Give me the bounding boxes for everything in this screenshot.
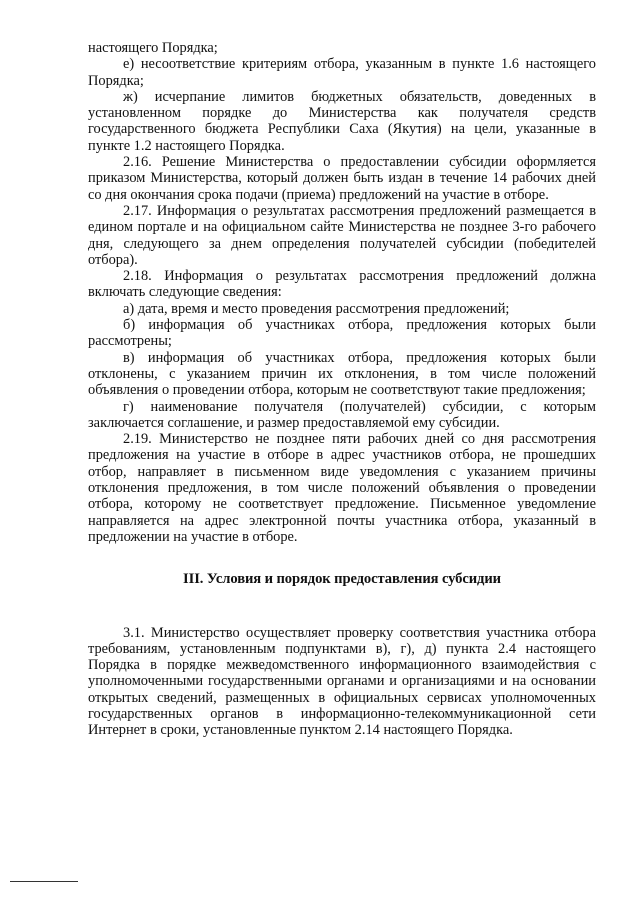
paragraph: ж) исчерпание лимитов бюджетных обязательств, доведенных в установленном порядке до Министерства как получателя средств государственного бюджета Республики Саха (Якутия) на цели, указанные в пункте 1.2 настоящего Порядка.	[88, 88, 596, 154]
paragraph: 3.1. Министерство осуществляет проверку соответствия участника отбора требованиям, установленным подпунктами в), г), д) пункта 2.4 настоящего Порядка в порядке межведомственного информационного взаимодействия с уполномоченными государственными органами и организациями и на основании открытых сведений, размещенных в официальных сервисах уполномоченных государственных органов в информационно-телекоммуникационной сети Интернет в сроки, установленные пунктом 2.14 настоящего Порядка.	[88, 624, 596, 739]
paragraph: г) наименование получателя (получателей) субсидии, с которым заключается соглашение, и размер предоставляемой ему субсидии.	[88, 398, 596, 431]
paragraph: настоящего Порядка;	[88, 40, 218, 56]
paragraph: б) информация об участниках отбора, предложения которых были рассмотрены;	[88, 317, 596, 350]
footnote-divider	[10, 881, 78, 882]
document-page	[88, 40, 596, 739]
paragraph: 2.16. Решение Министерства о предоставлении субсидии оформляется приказом Министерства, который должен быть издан в течение 14 рабочих дней со дня окончания срока подачи (приема) предложений на участие в отборе.	[88, 154, 596, 203]
paragraph: а) дата, время и место проведения рассмотрения предложений;	[123, 300, 510, 317]
section-heading: III. Условия и порядок предоставления субсидии	[183, 571, 501, 588]
paragraph: в) информация об участниках отбора, предложения которых были отклонены, с указанием причин их отклонения, в том числе положений объявления о проведении отбора, которым не соответствуют такие предложения;	[88, 349, 596, 399]
paragraph: е) несоответствие критериям отбора, указанным в пункте 1.6 настоящего Порядка;	[88, 56, 596, 89]
paragraph: 2.18. Информация о результатах рассмотрения предложений должна включать следующие сведения:	[88, 268, 596, 301]
paragraph: 2.19. Министерство не позднее пяти рабочих дней со дня рассмотрения предложения на участие в отборе в адрес участников отбора, не прошедших отбор, направляет в письменном виде уведомления с указанием причины отклонения предложения, в том числе положений объявления о проведении отбора, которому не соответствует предложение. Письменное уведомление направляется на адрес электронной почты участника отбора, указанный в предложении на участие в отборе.	[88, 431, 596, 545]
paragraph: 2.17. Информация о результатах рассмотрения предложений размещается в едином портале и на официальном сайте Министерства не позднее 3-го рабочего дня, следующего за днем определения получателей субсидии (победителей отбора).	[88, 202, 596, 268]
